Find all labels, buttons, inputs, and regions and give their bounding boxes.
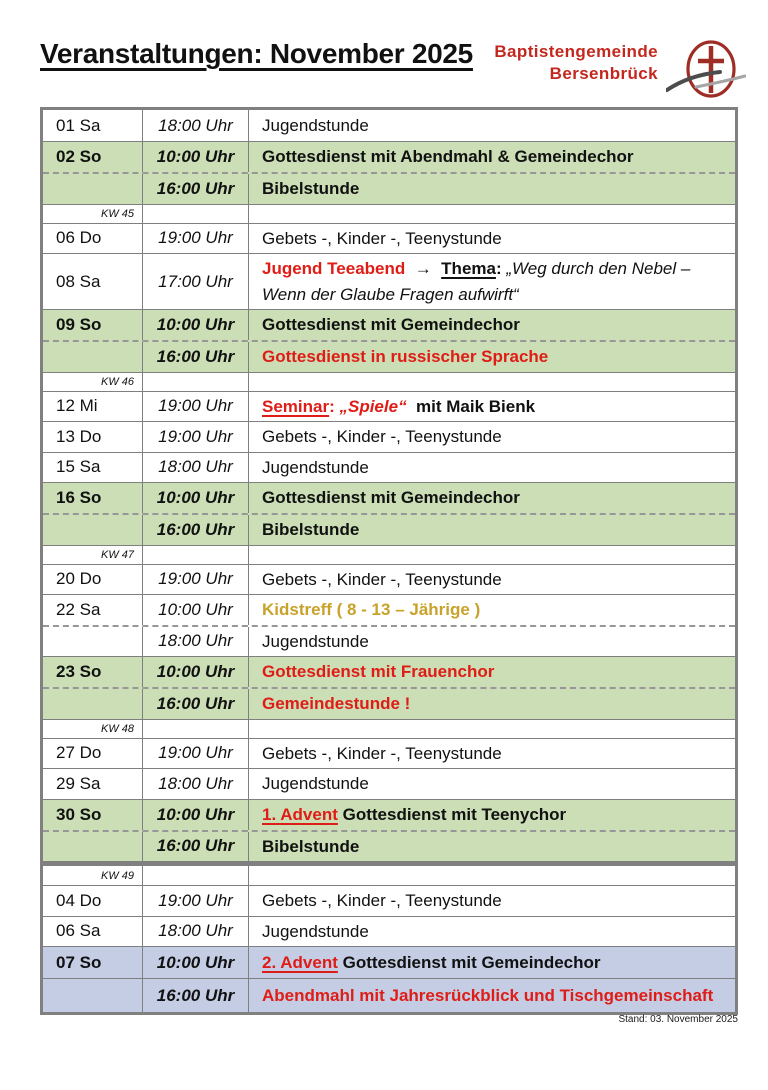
date-cell	[43, 689, 143, 719]
week-separator-row	[43, 866, 735, 885]
week-label: KW 47	[43, 546, 143, 564]
event-text: 1. Advent Gottesdienst mit Teenychor	[262, 804, 567, 824]
event-text: Gottesdienst mit Frauenchor	[262, 662, 495, 682]
date-cell: 07 So	[43, 947, 143, 978]
event-text: Bibelstunde	[262, 520, 360, 539]
event-cell	[249, 254, 735, 309]
event-cell	[249, 342, 735, 372]
date-cell: 13 Do	[43, 422, 143, 452]
table-row	[43, 738, 735, 769]
event-cell	[249, 689, 735, 719]
date-cell: 29 Sa	[43, 769, 143, 799]
time-cell	[143, 866, 249, 885]
table-row	[43, 799, 735, 830]
date-cell: 15 Sa	[43, 453, 143, 483]
time-cell: 10:00 Uhr	[143, 657, 249, 687]
table-row	[43, 916, 735, 947]
event-cell	[249, 979, 735, 1012]
event-text: Gebets -, Kinder -, Teenystunde	[262, 569, 502, 589]
table-row	[43, 172, 735, 204]
date-cell: 16 So	[43, 483, 143, 513]
event-cell	[249, 515, 735, 545]
event-cell	[249, 657, 735, 687]
table-row	[43, 594, 735, 625]
time-cell: 16:00 Uhr	[143, 979, 249, 1012]
table-row	[43, 421, 735, 452]
table-row	[43, 253, 735, 309]
event-text: Gottesdienst in russischer Sprache	[262, 347, 549, 366]
event-cell	[249, 142, 735, 172]
table-row	[43, 340, 735, 372]
date-cell: 20 Do	[43, 565, 143, 595]
event-text: Abendmahl mit Jahresrückblick und Tischgemeinschaft	[262, 985, 714, 1005]
time-cell: 10:00 Uhr	[143, 947, 249, 978]
event-text: Gottesdienst mit Gemeindechor	[262, 488, 520, 508]
event-cell	[249, 310, 735, 340]
date-cell: 30 So	[43, 800, 143, 830]
events-table	[40, 107, 738, 1015]
time-cell: 10:00 Uhr	[143, 483, 249, 513]
week-separator-row	[43, 372, 735, 391]
time-cell: 16:00 Uhr	[143, 174, 249, 204]
event-cell	[249, 205, 735, 223]
table-row	[43, 482, 735, 513]
event-text: Jugendstunde	[262, 457, 369, 477]
table-row	[43, 978, 735, 1012]
time-cell: 19:00 Uhr	[143, 224, 249, 254]
table-row	[43, 309, 735, 340]
date-cell	[43, 979, 143, 1012]
event-cell	[249, 769, 735, 799]
time-cell: 10:00 Uhr	[143, 595, 249, 625]
stand-date: Stand: 03. November 2025	[618, 1014, 738, 1025]
time-cell: 17:00 Uhr	[143, 254, 249, 309]
table-row	[43, 141, 735, 172]
page-title: Veranstaltungen: November 2025	[40, 38, 473, 69]
event-text: Bibelstunde	[262, 836, 360, 856]
week-separator-row	[43, 719, 735, 738]
week-label: KW 49	[43, 866, 143, 885]
date-cell: 23 So	[43, 657, 143, 687]
week-label: KW 48	[43, 720, 143, 738]
date-cell	[43, 832, 143, 862]
event-cell	[249, 866, 735, 885]
event-text: Jugendstunde	[262, 115, 369, 135]
time-cell: 19:00 Uhr	[143, 422, 249, 452]
event-cell	[249, 565, 735, 595]
time-cell: 19:00 Uhr	[143, 739, 249, 769]
date-cell	[43, 342, 143, 372]
time-cell: 10:00 Uhr	[143, 800, 249, 830]
date-cell	[43, 515, 143, 545]
event-text: Jugendstunde	[262, 774, 369, 793]
table-row	[43, 564, 735, 595]
time-cell: 18:00 Uhr	[143, 627, 249, 657]
table-row	[43, 768, 735, 799]
church-logo-icon	[666, 38, 746, 107]
time-cell	[143, 205, 249, 223]
date-cell: 01 Sa	[43, 110, 143, 141]
week-separator-row	[43, 545, 735, 564]
date-cell: 22 Sa	[43, 595, 143, 625]
table-row	[43, 513, 735, 545]
org-name-line1: Baptistengemeinde	[494, 42, 658, 61]
event-cell	[249, 595, 735, 625]
table-row	[43, 391, 735, 422]
event-cell	[249, 392, 735, 422]
event-text: Gebets -, Kinder -, Teenystunde	[262, 228, 502, 248]
date-cell: 04 Do	[43, 886, 143, 916]
event-cell	[249, 886, 735, 916]
event-cell	[249, 224, 735, 254]
table-row	[43, 625, 735, 657]
date-cell: 09 So	[43, 310, 143, 340]
table-row	[43, 223, 735, 254]
event-cell	[249, 832, 735, 862]
table-row	[43, 687, 735, 719]
event-cell	[249, 627, 735, 657]
time-cell: 19:00 Uhr	[143, 886, 249, 916]
event-text: Kidstreff ( 8 - 13 – Jährige )	[262, 600, 481, 619]
date-cell: 06 Do	[43, 224, 143, 254]
event-cell	[249, 546, 735, 564]
time-cell: 16:00 Uhr	[143, 689, 249, 719]
time-cell: 19:00 Uhr	[143, 565, 249, 595]
event-cell	[249, 800, 735, 830]
org-name	[494, 41, 658, 85]
week-label: KW 46	[43, 373, 143, 391]
date-cell	[43, 627, 143, 657]
org-name-line2: Bersenbrück	[549, 64, 658, 84]
week-label: KW 45	[43, 205, 143, 223]
time-cell: 10:00 Uhr	[143, 142, 249, 172]
time-cell: 18:00 Uhr	[143, 453, 249, 483]
time-cell: 16:00 Uhr	[143, 342, 249, 372]
table-row	[43, 885, 735, 916]
time-cell: 10:00 Uhr	[143, 310, 249, 340]
time-cell	[143, 720, 249, 738]
event-text: Jugendstunde	[262, 921, 369, 941]
event-cell	[249, 453, 735, 483]
event-text: Bibelstunde	[262, 179, 360, 198]
table-row	[43, 110, 735, 141]
time-cell: 18:00 Uhr	[143, 110, 249, 141]
date-cell	[43, 174, 143, 204]
event-cell	[249, 947, 735, 978]
time-cell: 18:00 Uhr	[143, 917, 249, 947]
event-text: Gebets -, Kinder -, Teenystunde	[262, 891, 502, 910]
event-text: Gebets -, Kinder -, Teenystunde	[262, 427, 502, 446]
event-cell	[249, 720, 735, 738]
date-cell: 08 Sa	[43, 254, 143, 309]
event-cell	[249, 174, 735, 204]
event-cell	[249, 422, 735, 452]
date-cell: 02 So	[43, 142, 143, 172]
time-cell: 16:00 Uhr	[143, 832, 249, 862]
time-cell: 18:00 Uhr	[143, 769, 249, 799]
table-row	[43, 946, 735, 978]
event-cell	[249, 739, 735, 769]
event-cell	[249, 483, 735, 513]
table-row	[43, 830, 735, 862]
event-text: Seminar: „Spiele“ mit Maik Bienk	[262, 396, 536, 416]
event-cell	[249, 110, 735, 141]
time-cell: 16:00 Uhr	[143, 515, 249, 545]
time-cell	[143, 373, 249, 391]
event-text: Gebets -, Kinder -, Teenystunde	[262, 743, 502, 763]
time-cell	[143, 546, 249, 564]
event-text: 2. Advent Gottesdienst mit Gemeindechor	[262, 952, 601, 972]
date-cell: 06 Sa	[43, 917, 143, 947]
event-cell	[249, 373, 735, 391]
date-cell: 27 Do	[43, 739, 143, 769]
table-row	[43, 656, 735, 687]
event-text: Gemeindestunde !	[262, 694, 411, 713]
event-text: Jugendstunde	[262, 631, 369, 651]
time-cell: 19:00 Uhr	[143, 392, 249, 422]
date-cell: 12 Mi	[43, 392, 143, 422]
header	[40, 38, 746, 107]
event-text: Gottesdienst mit Gemeindechor	[262, 315, 520, 335]
event-text: Jugend Teeabend → Thema: „Weg durch den Nebel – Wenn der Glaube Fragen aufwirft“	[262, 259, 691, 304]
table-row	[43, 452, 735, 483]
event-cell	[249, 917, 735, 947]
week-separator-row	[43, 204, 735, 223]
event-text: Gottesdienst mit Abendmahl & Gemeindechor	[262, 147, 634, 167]
